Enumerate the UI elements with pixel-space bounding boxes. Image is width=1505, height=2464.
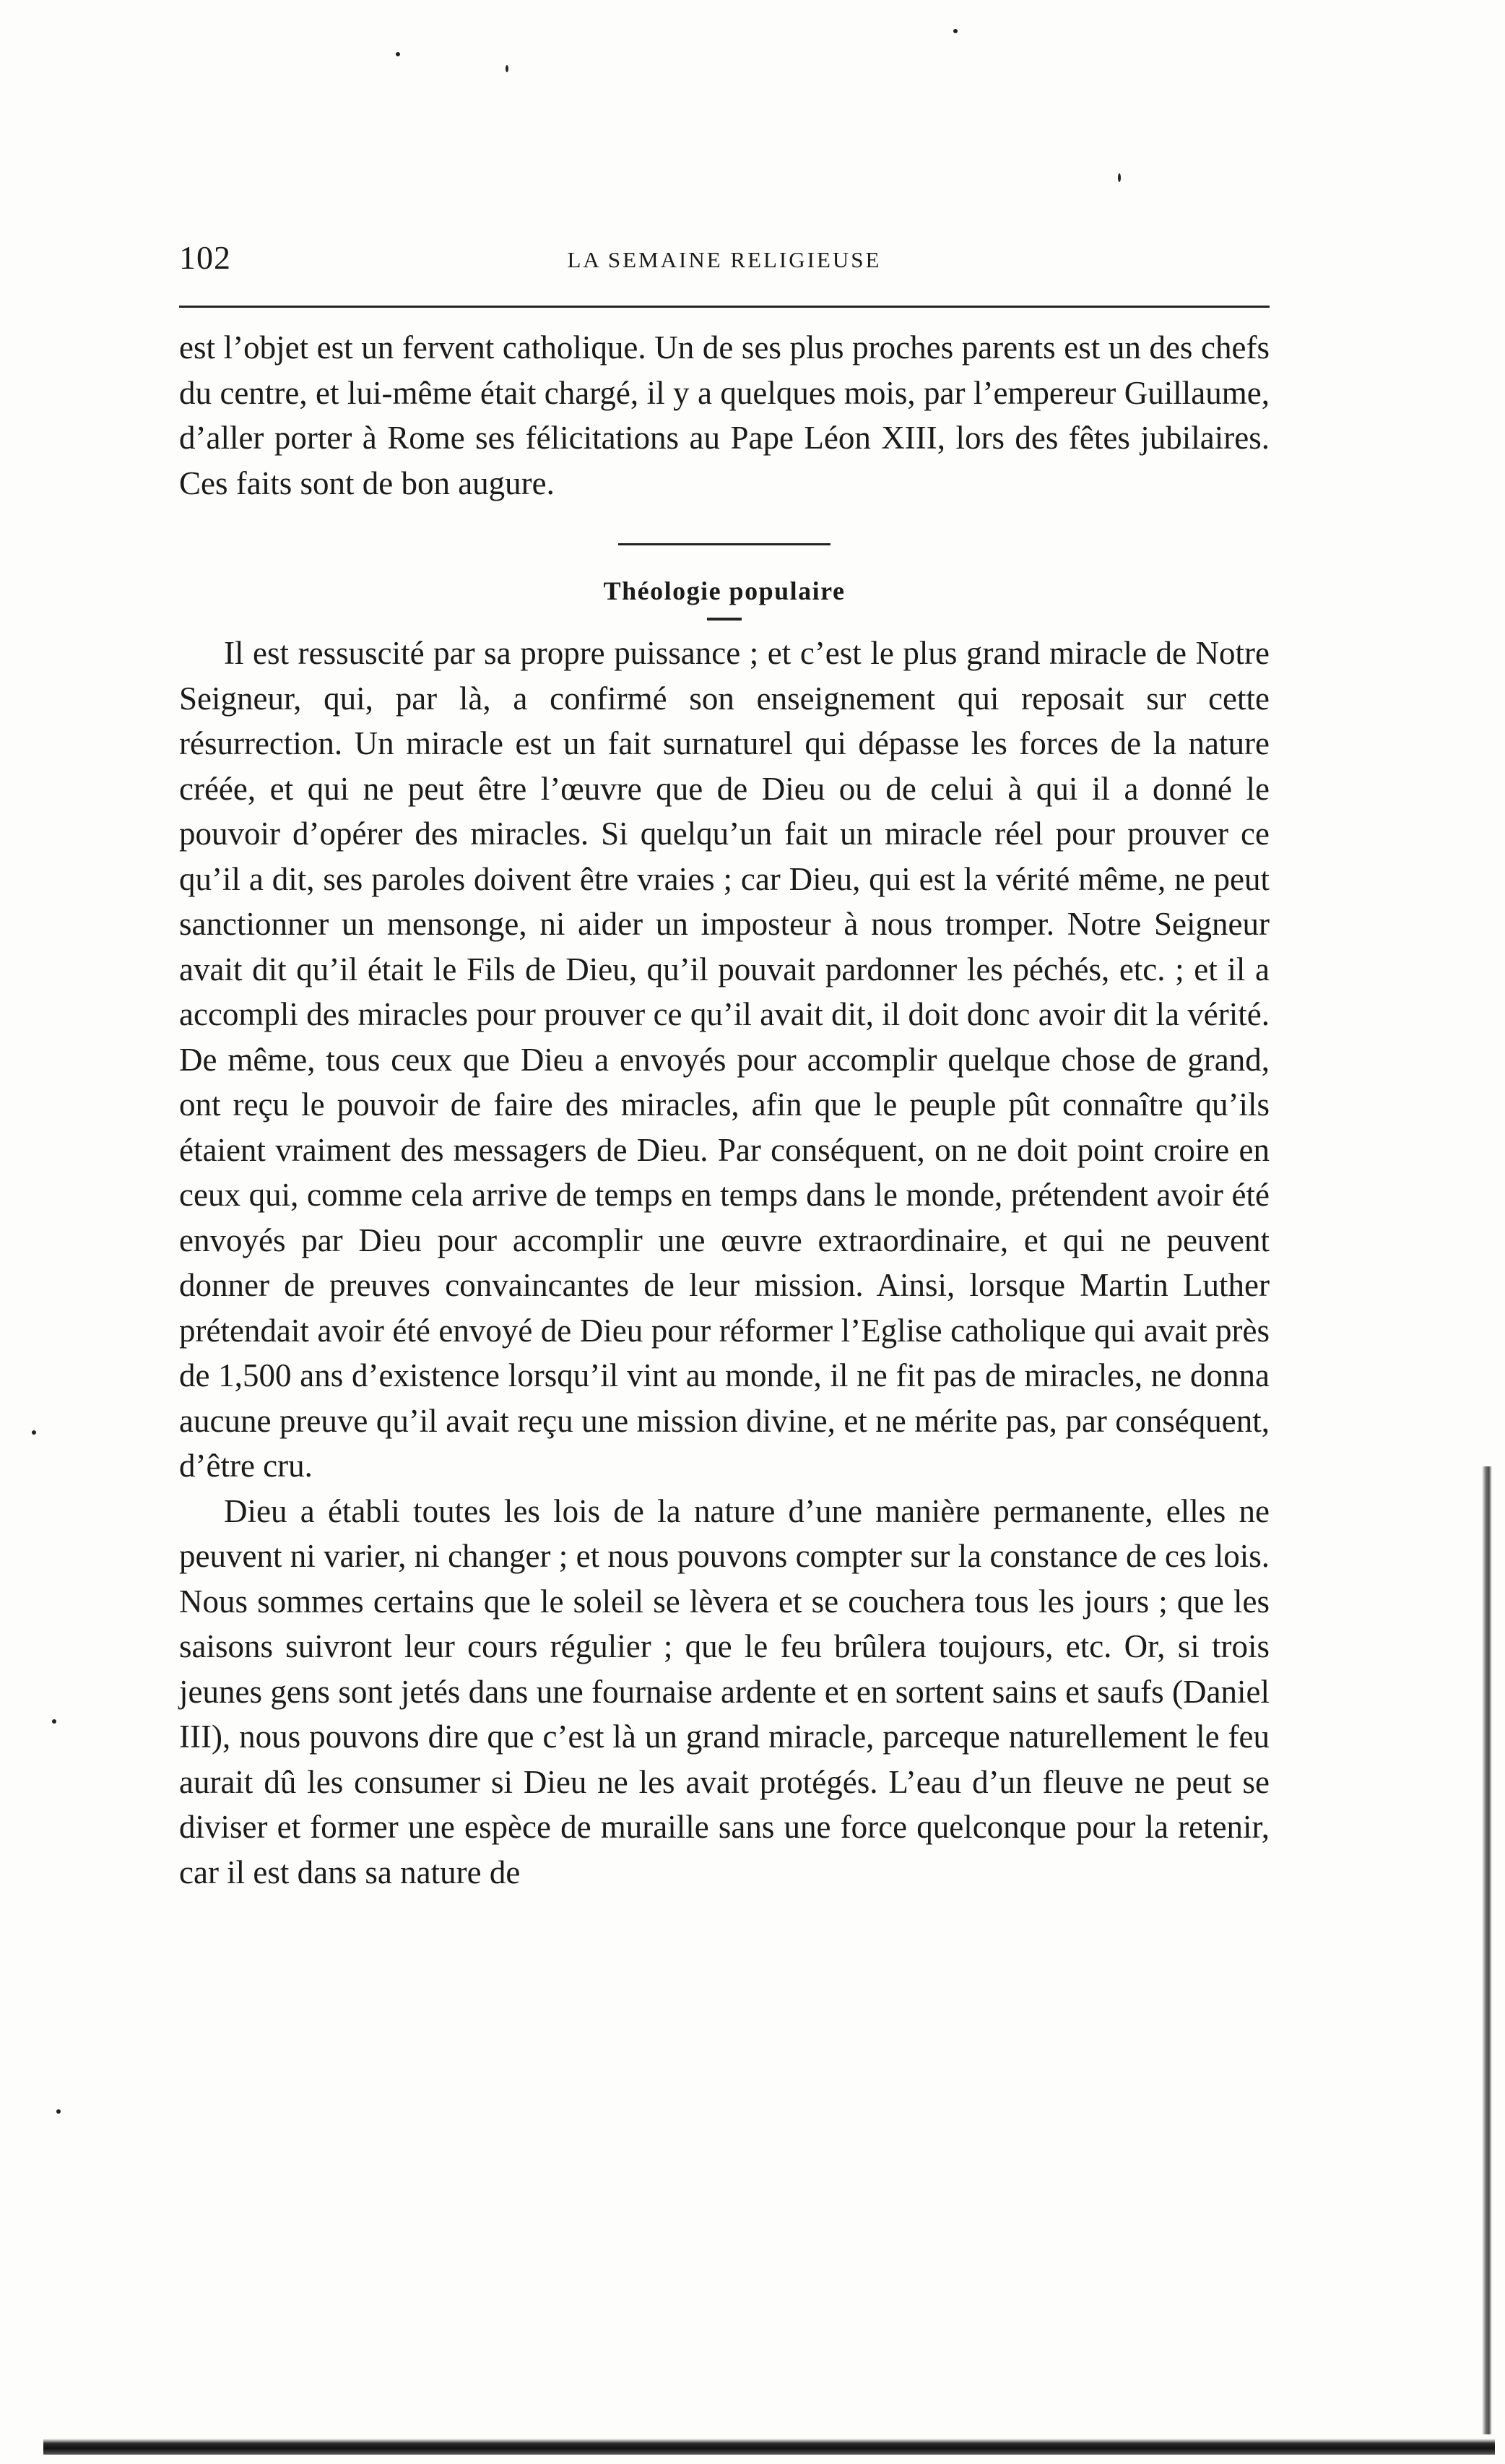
section-title: Théologie populaire (603, 576, 846, 605)
paragraph-laws-of-nature: Dieu a établi toutes les lois de la nature d’une manière permanente, elles ne peuvent ni varier, ni changer ; et nous pouvons compter sur la constance de ces lois. Nous sommes certains que le soleil se lèvera et se couchera tous les jours ; que les saisons suivront leur cours régulier ; que le feu brûlera toujours, etc. Or, si trois jeunes gens sont jetés dans une fournaise ardente et en sortent sains et saufs (Daniel III), nous pouvons dire que c’est là un grand miracle, parceque naturellement le feu aurait dû les consumer si Dieu ne les avait protégés. L’eau d’un fleuve ne peut se diviser et former une espèce de muraille sans une force quelconque pour la retenir, car il est dans sa nature de (179, 1492, 1270, 1890)
paragraph-continuation: est l’objet est un fervent catholique. Un de ses plus proches parents est un des chefs du centre, et lui-même était chargé, il y a quelques mois, par l’empereur Guillaume, d’aller porter à Rome ses félicitations au Pape Léon XIII, lors des fêtes jubilaires. Ces faits sont de bon augure. (179, 329, 1270, 501)
header-rule (179, 306, 1270, 308)
page-number: 102 (179, 239, 231, 276)
scan-speck (56, 2109, 61, 2114)
section-divider (618, 543, 830, 545)
page-edge-bottom (43, 2439, 1495, 2455)
scan-speck (52, 1719, 56, 1724)
scan-speck (1118, 173, 1121, 182)
scan-speck (953, 29, 958, 33)
page-edge-right (1482, 1466, 1492, 2434)
paragraph-miracles: Il est ressuscité par sa propre puissance ; et c’est le plus grand miracle de Notre Seigneur, qui, par là, a confirmé son enseignement qui reposait sur cette résurrection. Un miracle est un fait surnaturel qui dépasse les forces de la nature créée, et qui ne peut être l’œuvre que de Dieu ou de celui à qui il a donné le pouvoir d’opérer des miracles. Si quelqu’un fait un miracle réel pour prouver ce qu’il a dit, ses paroles doivent être vraies ; car Dieu, qui est la vérité même, ne peut sanctionner un mensonge, ni aider un imposteur à nous tromper. Notre Seigneur avait dit qu’il était le Fils de Dieu, qu’il pouvait pardonner les péchés, etc. ; et il a accompli des miracles pour prouver ce qu’il avait dit, il doit donc avoir dit la vérité. De même, tous ceux que Dieu a envoyés pour accomplir quelque chose de grand, ont reçu le pouvoir de faire des miracles, afin que le peuple pût connaître qu’ils étaient vraiment des messagers de Dieu. Par conséquent, on ne doit point croire en ceux qui, comme cela arrive de temps en temps dans le monde, prétendent avoir été envoyés par Dieu pour accomplir une œuvre extraordinaire, et qui ne peuvent donner de preuves convaincantes de leur mission. Ainsi, lorsque Martin Luther prétendait avoir été envoyé de Dieu pour réformer l’Eglise catholique qui avait près de 1,500 ans d’existence lorsqu’il vint au monde, il ne fit pas de miracles, ne donna aucune preuve qu’il avait reçu une mission divine, et ne mérite pas, par conséquent, d’être cru. (179, 635, 1270, 1484)
page-header (179, 238, 1270, 289)
scan-speck (32, 1430, 36, 1435)
scan-speck (396, 52, 400, 56)
running-title: LA SEMAINE RELIGIEUSE (567, 247, 882, 272)
title-underline (707, 618, 742, 621)
body-text (179, 325, 1270, 1895)
scan-speck (506, 65, 508, 72)
